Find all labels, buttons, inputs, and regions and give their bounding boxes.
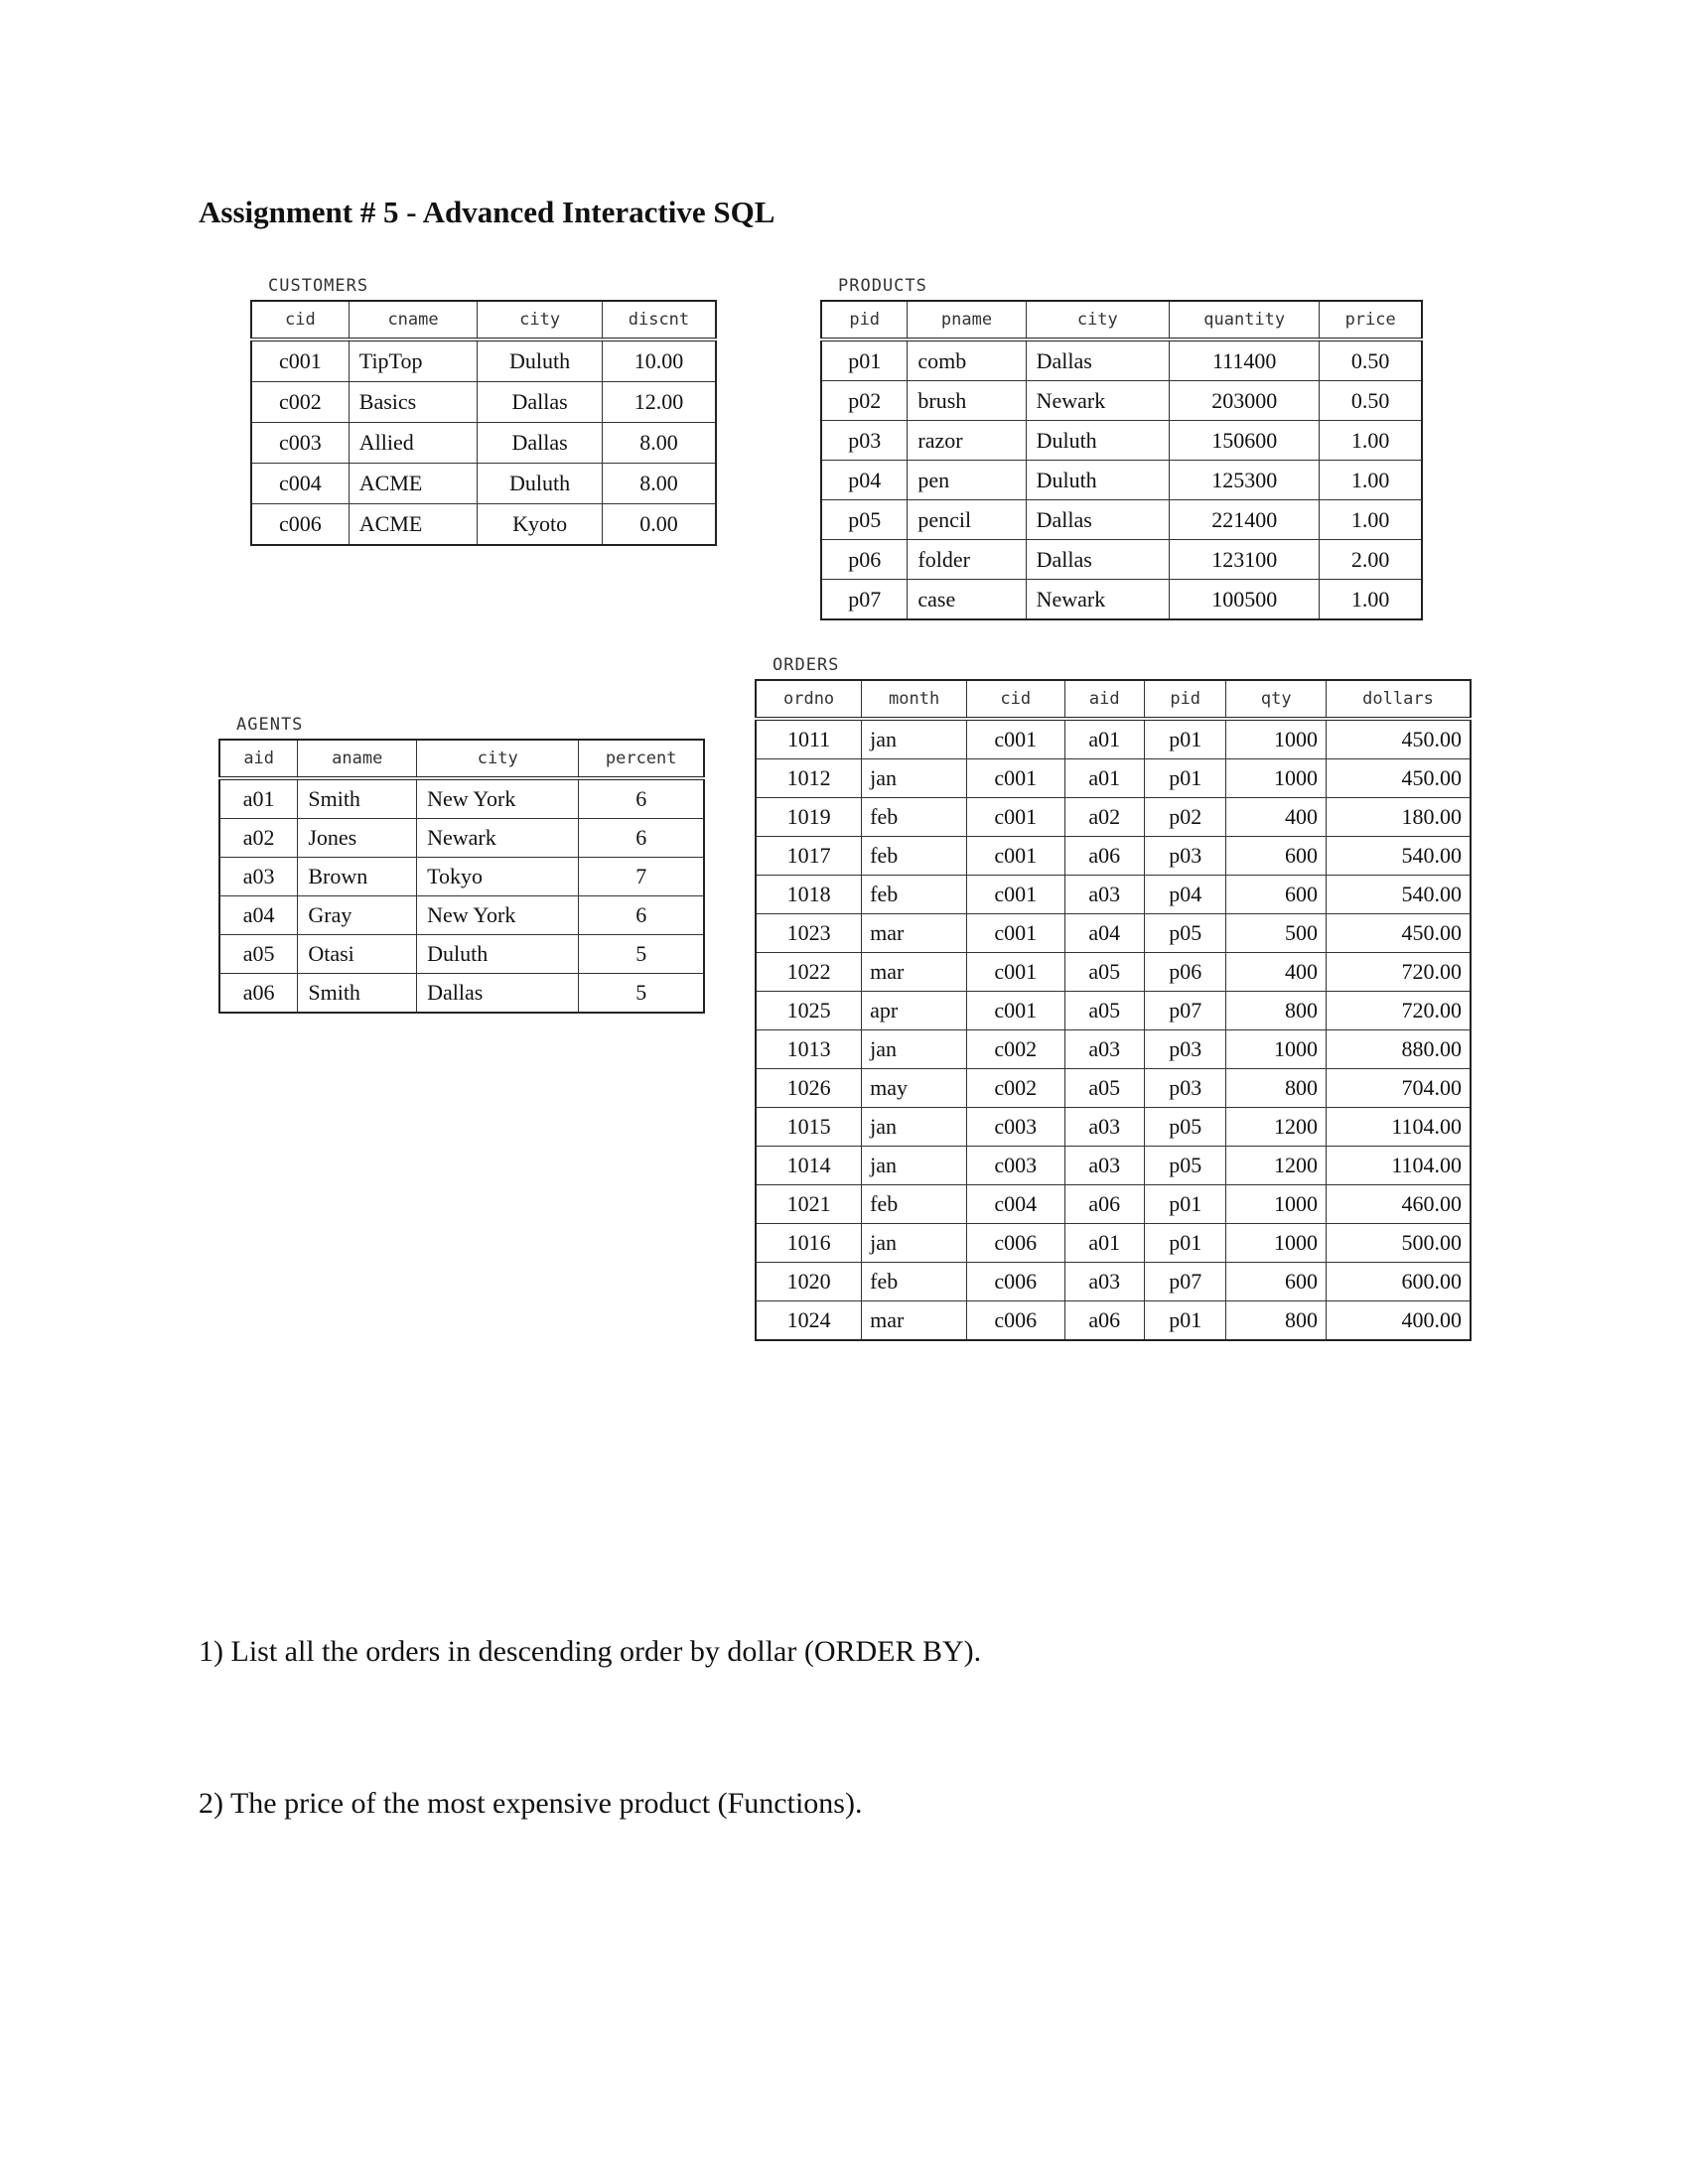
orders-cell-cid: c002 — [967, 1030, 1065, 1069]
orders-header-row — [756, 680, 1471, 719]
orders-cell-qty: 600 — [1226, 837, 1327, 876]
orders-cell-ordno: 1015 — [756, 1108, 862, 1147]
question-1: 1) List all the orders in descending order by dollar (ORDER BY). — [199, 1635, 982, 1668]
orders-cell-qty: 600 — [1226, 1263, 1327, 1301]
orders-row — [756, 1301, 1471, 1341]
products-cell-pname: brush — [908, 381, 1026, 421]
orders-cell-cid: c006 — [967, 1224, 1065, 1263]
agents-header-percent: percent — [579, 740, 704, 778]
orders-cell-dollars: 1104.00 — [1327, 1108, 1471, 1147]
orders-cell-ordno: 1011 — [756, 719, 862, 759]
products-cell-pid: p04 — [821, 461, 908, 500]
products-cell-price: 1.00 — [1320, 500, 1422, 540]
orders-cell-month: feb — [862, 837, 967, 876]
agents-header-city: city — [417, 740, 579, 778]
customers-header-row — [251, 301, 716, 340]
orders-cell-pid: p07 — [1144, 992, 1225, 1030]
agents-cell-percent: 6 — [579, 819, 704, 858]
orders-cell-pid: p01 — [1144, 1301, 1225, 1341]
orders-cell-pid: p05 — [1144, 1147, 1225, 1185]
orders-cell-qty: 400 — [1226, 953, 1327, 992]
customers-table-section — [250, 276, 717, 546]
orders-cell-aid: a03 — [1064, 876, 1144, 914]
products-header-city: city — [1026, 301, 1170, 340]
orders-cell-cid: c001 — [967, 992, 1065, 1030]
products-row — [821, 461, 1422, 500]
orders-cell-aid: a03 — [1064, 1030, 1144, 1069]
agents-cell-aname: Brown — [298, 858, 417, 896]
orders-cell-cid: c002 — [967, 1069, 1065, 1108]
orders-cell-aid: a01 — [1064, 1224, 1144, 1263]
orders-header-aid: aid — [1064, 680, 1144, 719]
customers-cell-cname: ACME — [349, 504, 478, 546]
products-cell-quantity: 100500 — [1170, 580, 1320, 620]
orders-row — [756, 1185, 1471, 1224]
products-cell-city: Dallas — [1026, 500, 1170, 540]
customers-table — [250, 300, 717, 546]
orders-cell-month: may — [862, 1069, 967, 1108]
orders-cell-ordno: 1014 — [756, 1147, 862, 1185]
customers-row — [251, 423, 716, 464]
agents-cell-aname: Otasi — [298, 935, 417, 974]
page-title: Assignment # 5 - Advanced Interactive SQL — [199, 195, 775, 229]
orders-cell-pid: p05 — [1144, 1108, 1225, 1147]
orders-cell-aid: a03 — [1064, 1263, 1144, 1301]
orders-cell-aid: a04 — [1064, 914, 1144, 953]
orders-cell-month: feb — [862, 1185, 967, 1224]
orders-header-dollars: dollars — [1327, 680, 1471, 719]
orders-cell-ordno: 1019 — [756, 798, 862, 837]
orders-cell-ordno: 1023 — [756, 914, 862, 953]
customers-cell-city: Duluth — [478, 340, 603, 382]
orders-caption: ORDERS — [773, 655, 840, 675]
customers-header-discnt: discnt — [602, 301, 716, 340]
products-table — [820, 300, 1423, 620]
agents-cell-aid: a02 — [219, 819, 298, 858]
products-cell-pid: p07 — [821, 580, 908, 620]
orders-row — [756, 1224, 1471, 1263]
orders-cell-month: jan — [862, 1147, 967, 1185]
orders-cell-dollars: 450.00 — [1327, 759, 1471, 798]
products-cell-pname: razor — [908, 421, 1026, 461]
customers-cell-discnt: 0.00 — [602, 504, 716, 546]
orders-row — [756, 1108, 1471, 1147]
products-cell-pid: p01 — [821, 340, 908, 381]
orders-cell-ordno: 1024 — [756, 1301, 862, 1341]
agents-cell-aname: Smith — [298, 974, 417, 1014]
orders-cell-aid: a06 — [1064, 837, 1144, 876]
products-cell-pid: p06 — [821, 540, 908, 580]
products-cell-price: 2.00 — [1320, 540, 1422, 580]
products-header-pname: pname — [908, 301, 1026, 340]
orders-row — [756, 914, 1471, 953]
orders-cell-month: jan — [862, 1224, 967, 1263]
products-cell-pname: case — [908, 580, 1026, 620]
products-cell-pid: p03 — [821, 421, 908, 461]
orders-cell-dollars: 1104.00 — [1327, 1147, 1471, 1185]
customers-cell-discnt: 8.00 — [602, 464, 716, 504]
agents-cell-percent: 5 — [579, 935, 704, 974]
orders-cell-ordno: 1020 — [756, 1263, 862, 1301]
orders-row — [756, 1069, 1471, 1108]
agents-cell-aid: a06 — [219, 974, 298, 1014]
agents-row — [219, 974, 704, 1014]
customers-cell-discnt: 8.00 — [602, 423, 716, 464]
agents-cell-aname: Jones — [298, 819, 417, 858]
agents-cell-city: Newark — [417, 819, 579, 858]
orders-cell-dollars: 880.00 — [1327, 1030, 1471, 1069]
orders-table — [755, 679, 1472, 1341]
orders-cell-cid: c001 — [967, 953, 1065, 992]
products-row — [821, 580, 1422, 620]
orders-row — [756, 1147, 1471, 1185]
orders-cell-ordno: 1012 — [756, 759, 862, 798]
customers-row — [251, 464, 716, 504]
orders-row — [756, 1030, 1471, 1069]
agents-cell-city: New York — [417, 778, 579, 819]
orders-cell-month: feb — [862, 876, 967, 914]
customers-cell-cname: Allied — [349, 423, 478, 464]
orders-cell-aid: a03 — [1064, 1147, 1144, 1185]
orders-cell-aid: a06 — [1064, 1185, 1144, 1224]
orders-cell-dollars: 720.00 — [1327, 953, 1471, 992]
orders-cell-pid: p07 — [1144, 1263, 1225, 1301]
orders-cell-month: jan — [862, 1108, 967, 1147]
orders-cell-dollars: 400.00 — [1327, 1301, 1471, 1341]
customers-row — [251, 382, 716, 423]
orders-cell-ordno: 1018 — [756, 876, 862, 914]
agents-row — [219, 819, 704, 858]
agents-cell-percent: 5 — [579, 974, 704, 1014]
products-cell-city: Newark — [1026, 381, 1170, 421]
orders-cell-aid: a02 — [1064, 798, 1144, 837]
orders-cell-aid: a05 — [1064, 1069, 1144, 1108]
orders-row — [756, 798, 1471, 837]
products-row — [821, 421, 1422, 461]
orders-cell-cid: c001 — [967, 837, 1065, 876]
orders-cell-ordno: 1013 — [756, 1030, 862, 1069]
orders-cell-pid: p06 — [1144, 953, 1225, 992]
orders-cell-month: feb — [862, 798, 967, 837]
orders-cell-qty: 600 — [1226, 876, 1327, 914]
customers-cell-discnt: 12.00 — [602, 382, 716, 423]
customers-cell-city: Duluth — [478, 464, 603, 504]
orders-header-pid: pid — [1144, 680, 1225, 719]
products-row — [821, 340, 1422, 381]
orders-cell-pid: p01 — [1144, 1224, 1225, 1263]
customers-cell-cid: c004 — [251, 464, 349, 504]
products-cell-pid: p02 — [821, 381, 908, 421]
products-cell-pname: folder — [908, 540, 1026, 580]
orders-cell-qty: 800 — [1226, 1301, 1327, 1341]
orders-cell-dollars: 460.00 — [1327, 1185, 1471, 1224]
orders-row — [756, 719, 1471, 759]
agents-cell-city: New York — [417, 896, 579, 935]
products-cell-city: Newark — [1026, 580, 1170, 620]
orders-cell-dollars: 450.00 — [1327, 719, 1471, 759]
orders-cell-pid: p01 — [1144, 719, 1225, 759]
products-row — [821, 540, 1422, 580]
customers-cell-cname: Basics — [349, 382, 478, 423]
agents-row — [219, 778, 704, 819]
agents-cell-aid: a05 — [219, 935, 298, 974]
orders-cell-month: jan — [862, 719, 967, 759]
agents-cell-percent: 6 — [579, 896, 704, 935]
orders-cell-dollars: 704.00 — [1327, 1069, 1471, 1108]
orders-header-month: month — [862, 680, 967, 719]
orders-cell-dollars: 540.00 — [1327, 837, 1471, 876]
orders-cell-pid: p03 — [1144, 1030, 1225, 1069]
orders-cell-cid: c004 — [967, 1185, 1065, 1224]
orders-cell-cid: c001 — [967, 759, 1065, 798]
orders-cell-ordno: 1016 — [756, 1224, 862, 1263]
agents-cell-percent: 7 — [579, 858, 704, 896]
orders-header-ordno: ordno — [756, 680, 862, 719]
orders-cell-qty: 800 — [1226, 992, 1327, 1030]
orders-table-section — [755, 655, 1472, 1341]
orders-cell-pid: p05 — [1144, 914, 1225, 953]
orders-cell-ordno: 1021 — [756, 1185, 862, 1224]
customers-row — [251, 504, 716, 546]
orders-cell-qty: 1200 — [1226, 1108, 1327, 1147]
customers-cell-cid: c001 — [251, 340, 349, 382]
orders-cell-qty: 500 — [1226, 914, 1327, 953]
agents-header-aname: aname — [298, 740, 417, 778]
orders-cell-month: jan — [862, 759, 967, 798]
customers-cell-cname: ACME — [349, 464, 478, 504]
agents-cell-city: Tokyo — [417, 858, 579, 896]
orders-cell-qty: 1000 — [1226, 1030, 1327, 1069]
customers-cell-city: Kyoto — [478, 504, 603, 546]
orders-cell-qty: 1000 — [1226, 759, 1327, 798]
agents-cell-city: Duluth — [417, 935, 579, 974]
orders-cell-cid: c006 — [967, 1301, 1065, 1341]
products-cell-quantity: 125300 — [1170, 461, 1320, 500]
orders-cell-dollars: 720.00 — [1327, 992, 1471, 1030]
customers-cell-cid: c002 — [251, 382, 349, 423]
orders-cell-aid: a05 — [1064, 953, 1144, 992]
orders-cell-cid: c003 — [967, 1108, 1065, 1147]
agents-cell-aname: Gray — [298, 896, 417, 935]
orders-cell-pid: p03 — [1144, 1069, 1225, 1108]
customers-cell-cname: TipTop — [349, 340, 478, 382]
agents-cell-percent: 6 — [579, 778, 704, 819]
orders-row — [756, 953, 1471, 992]
agents-header-aid: aid — [219, 740, 298, 778]
agents-header-row — [219, 740, 704, 778]
agents-table-section — [218, 715, 705, 1014]
orders-cell-pid: p03 — [1144, 837, 1225, 876]
agents-cell-aname: Smith — [298, 778, 417, 819]
orders-cell-dollars: 540.00 — [1327, 876, 1471, 914]
orders-cell-month: mar — [862, 953, 967, 992]
orders-cell-aid: a05 — [1064, 992, 1144, 1030]
orders-cell-month: feb — [862, 1263, 967, 1301]
orders-cell-pid: p04 — [1144, 876, 1225, 914]
products-cell-quantity: 123100 — [1170, 540, 1320, 580]
products-cell-city: Duluth — [1026, 421, 1170, 461]
agents-cell-city: Dallas — [417, 974, 579, 1014]
agents-table — [218, 739, 705, 1014]
products-cell-price: 1.00 — [1320, 421, 1422, 461]
products-cell-price: 0.50 — [1320, 340, 1422, 381]
orders-cell-month: mar — [862, 914, 967, 953]
orders-row — [756, 759, 1471, 798]
orders-row — [756, 992, 1471, 1030]
products-cell-city: Dallas — [1026, 540, 1170, 580]
customers-cell-cid: c006 — [251, 504, 349, 546]
orders-cell-cid: c001 — [967, 914, 1065, 953]
orders-cell-ordno: 1022 — [756, 953, 862, 992]
products-cell-quantity: 203000 — [1170, 381, 1320, 421]
products-cell-quantity: 150600 — [1170, 421, 1320, 461]
orders-row — [756, 837, 1471, 876]
orders-cell-cid: c001 — [967, 719, 1065, 759]
products-cell-pname: comb — [908, 340, 1026, 381]
orders-cell-qty: 400 — [1226, 798, 1327, 837]
orders-cell-qty: 1000 — [1226, 1185, 1327, 1224]
orders-cell-aid: a03 — [1064, 1108, 1144, 1147]
products-row — [821, 381, 1422, 421]
orders-cell-cid: c006 — [967, 1263, 1065, 1301]
orders-cell-month: apr — [862, 992, 967, 1030]
orders-cell-dollars: 180.00 — [1327, 798, 1471, 837]
question-2: 2) The price of the most expensive product (Functions). — [199, 1787, 863, 1820]
orders-cell-ordno: 1025 — [756, 992, 862, 1030]
products-caption: PRODUCTS — [838, 276, 927, 296]
orders-cell-qty: 1200 — [1226, 1147, 1327, 1185]
products-cell-city: Duluth — [1026, 461, 1170, 500]
agents-caption: AGENTS — [236, 715, 304, 735]
customers-row — [251, 340, 716, 382]
orders-cell-ordno: 1026 — [756, 1069, 862, 1108]
orders-cell-ordno: 1017 — [756, 837, 862, 876]
orders-cell-aid: a01 — [1064, 719, 1144, 759]
customers-cell-cid: c003 — [251, 423, 349, 464]
products-cell-quantity: 111400 — [1170, 340, 1320, 381]
orders-cell-pid: p02 — [1144, 798, 1225, 837]
orders-cell-pid: p01 — [1144, 759, 1225, 798]
orders-cell-qty: 800 — [1226, 1069, 1327, 1108]
orders-cell-pid: p01 — [1144, 1185, 1225, 1224]
products-cell-pname: pencil — [908, 500, 1026, 540]
customers-header-city: city — [478, 301, 603, 340]
orders-cell-cid: c001 — [967, 876, 1065, 914]
products-cell-city: Dallas — [1026, 340, 1170, 381]
orders-cell-aid: a06 — [1064, 1301, 1144, 1341]
products-header-price: price — [1320, 301, 1422, 340]
products-header-row — [821, 301, 1422, 340]
orders-cell-dollars: 600.00 — [1327, 1263, 1471, 1301]
orders-cell-aid: a01 — [1064, 759, 1144, 798]
orders-cell-dollars: 450.00 — [1327, 914, 1471, 953]
orders-cell-month: mar — [862, 1301, 967, 1341]
customers-cell-city: Dallas — [478, 382, 603, 423]
agents-cell-aid: a01 — [219, 778, 298, 819]
products-cell-pname: pen — [908, 461, 1026, 500]
products-cell-price: 1.00 — [1320, 461, 1422, 500]
orders-row — [756, 1263, 1471, 1301]
products-row — [821, 500, 1422, 540]
orders-cell-cid: c003 — [967, 1147, 1065, 1185]
products-cell-price: 0.50 — [1320, 381, 1422, 421]
agents-row — [219, 896, 704, 935]
customers-header-cname: cname — [349, 301, 478, 340]
products-header-pid: pid — [821, 301, 908, 340]
products-table-section — [820, 276, 1423, 620]
orders-cell-dollars: 500.00 — [1327, 1224, 1471, 1263]
products-cell-pid: p05 — [821, 500, 908, 540]
agents-row — [219, 935, 704, 974]
orders-row — [756, 876, 1471, 914]
orders-header-qty: qty — [1226, 680, 1327, 719]
products-header-quantity: quantity — [1170, 301, 1320, 340]
customers-cell-city: Dallas — [478, 423, 603, 464]
agents-row — [219, 858, 704, 896]
orders-cell-month: jan — [862, 1030, 967, 1069]
customers-header-cid: cid — [251, 301, 349, 340]
products-cell-quantity: 221400 — [1170, 500, 1320, 540]
customers-caption: CUSTOMERS — [268, 276, 369, 296]
orders-header-cid: cid — [967, 680, 1065, 719]
agents-cell-aid: a04 — [219, 896, 298, 935]
orders-cell-qty: 1000 — [1226, 1224, 1327, 1263]
products-cell-price: 1.00 — [1320, 580, 1422, 620]
orders-cell-qty: 1000 — [1226, 719, 1327, 759]
agents-cell-aid: a03 — [219, 858, 298, 896]
orders-cell-cid: c001 — [967, 798, 1065, 837]
customers-cell-discnt: 10.00 — [602, 340, 716, 382]
